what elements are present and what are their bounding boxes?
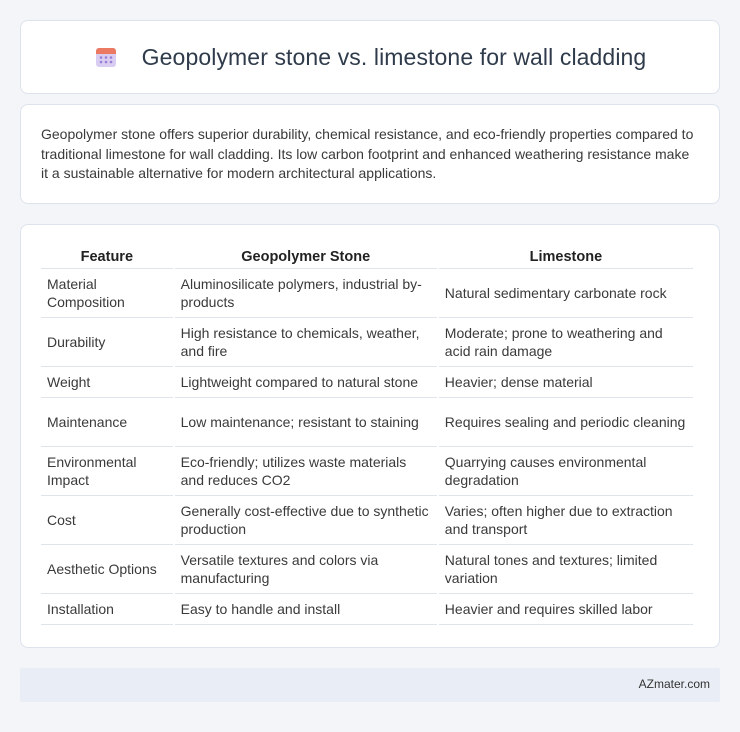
- geopolymer-cell: Easy to handle and install: [175, 594, 437, 625]
- intro-text: Geopolymer stone offers superior durability, chemical resistance, and eco-friendly properties compared to traditional limestone for wall cladding. Its low carbon footprint and enhanced weathering resistance make it a sustainable alternative for modern architectural applications.: [41, 126, 694, 181]
- limestone-cell: Varies; often higher due to extraction and transport: [439, 496, 693, 545]
- footer-brand: AZmater.com: [638, 677, 710, 691]
- title-card: [20, 20, 720, 94]
- feature-cell: Installation: [41, 594, 173, 625]
- geopolymer-cell: Lightweight compared to natural stone: [175, 367, 437, 398]
- calendar-icon: [94, 45, 118, 69]
- limestone-cell: Natural sedimentary carbonate rock: [439, 269, 693, 318]
- feature-cell: Material Composition: [41, 269, 173, 318]
- limestone-cell: Quarrying causes environmental degradation: [439, 447, 693, 496]
- feature-cell: Durability: [41, 318, 173, 367]
- geopolymer-cell: Aluminosilicate polymers, industrial by-products: [175, 269, 437, 318]
- feature-cell: Weight: [41, 367, 173, 398]
- feature-cell: Maintenance: [41, 398, 173, 447]
- table-row: [41, 545, 693, 594]
- feature-cell: Cost: [41, 496, 173, 545]
- limestone-cell: Heavier and requires skilled labor: [439, 594, 693, 625]
- feature-cell: Aesthetic Options: [41, 545, 173, 594]
- geopolymer-cell: Versatile textures and colors via manufacturing: [175, 545, 437, 594]
- header-feature: Feature: [41, 245, 173, 269]
- footer: [20, 668, 720, 702]
- page-title: Geopolymer stone vs. limestone for wall cladding: [141, 43, 647, 70]
- geopolymer-cell: Low maintenance; resistant to staining: [175, 398, 437, 447]
- table-row: [41, 496, 693, 545]
- geopolymer-cell: High resistance to chemicals, weather, and fire: [175, 318, 437, 367]
- geopolymer-cell: Eco-friendly; utilizes waste materials and reduces CO2: [175, 447, 437, 496]
- limestone-cell: Moderate; prone to weathering and acid rain damage: [439, 318, 693, 367]
- limestone-cell: Requires sealing and periodic cleaning: [439, 398, 693, 447]
- comparison-table: [39, 245, 695, 625]
- table-row: [41, 398, 693, 447]
- table-row: [41, 447, 693, 496]
- table-row: [41, 269, 693, 318]
- intro-card: [20, 104, 720, 204]
- limestone-cell: Heavier; dense material: [439, 367, 693, 398]
- limestone-cell: Natural tones and textures; limited variation: [439, 545, 693, 594]
- table-row: [41, 367, 693, 398]
- table-row: [41, 318, 693, 367]
- header-geopolymer: Geopolymer Stone: [175, 245, 437, 269]
- comparison-table-card: [20, 224, 720, 648]
- table-header-row: [41, 245, 693, 269]
- geopolymer-cell: Generally cost-effective due to synthetic production: [175, 496, 437, 545]
- table-row: [41, 594, 693, 625]
- feature-cell: Environmental Impact: [41, 447, 173, 496]
- header-limestone: Limestone: [439, 245, 693, 269]
